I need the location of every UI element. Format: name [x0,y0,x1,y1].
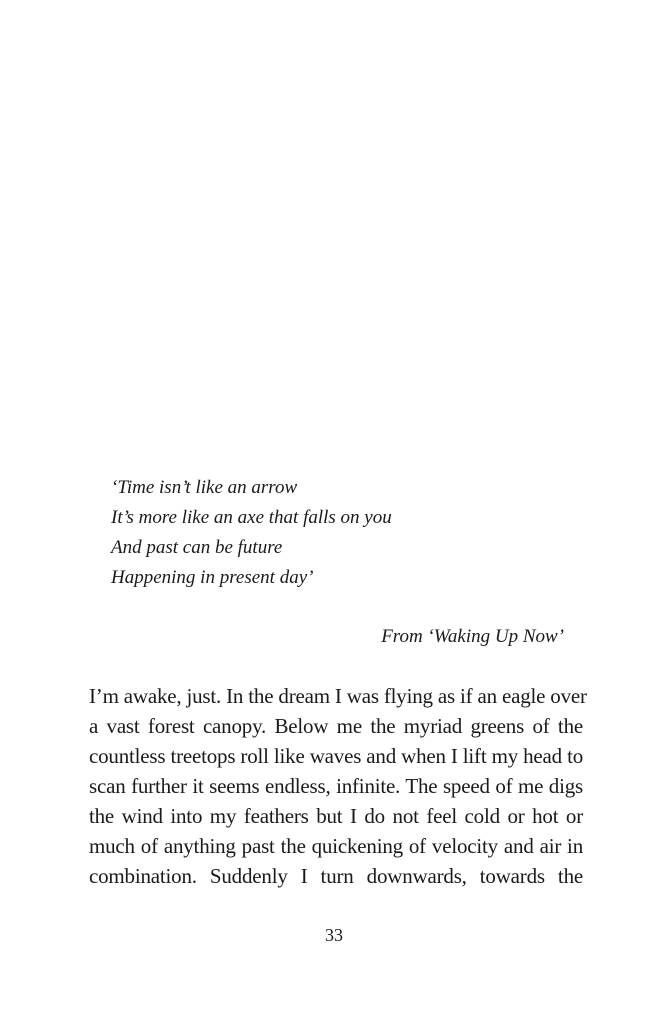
body-line: much of anything past the quickening of velocity and air in [89,834,583,858]
epigraph [111,473,392,593]
epigraph-line: And past can be future [111,537,283,558]
body-line: the wind into my feathers but I do not feel cold or hot or [89,804,583,828]
body-paragraph [89,681,587,891]
body-line: scan further it seems endless, infinite. The speed of me digs [89,774,583,798]
body-line: a vast forest canopy. Below me the myriad greens of the [89,714,583,738]
body-line: I’m awake, just. In the dream I was flying as if an eagle over [89,684,587,708]
page-number: 33 [325,925,343,945]
epigraph-line: Happening in present day’ [111,567,314,588]
epigraph-attribution: From ‘Waking Up Now’ [381,626,564,647]
body-line: combination. Suddenly I turn downwards, towards the [89,864,583,888]
body-line: countless treetops roll like waves and when I lift my head to [89,744,583,768]
epigraph-line: ‘Time isn’t like an arrow [111,477,298,498]
epigraph-line: It’s more like an axe that falls on you [111,507,392,528]
